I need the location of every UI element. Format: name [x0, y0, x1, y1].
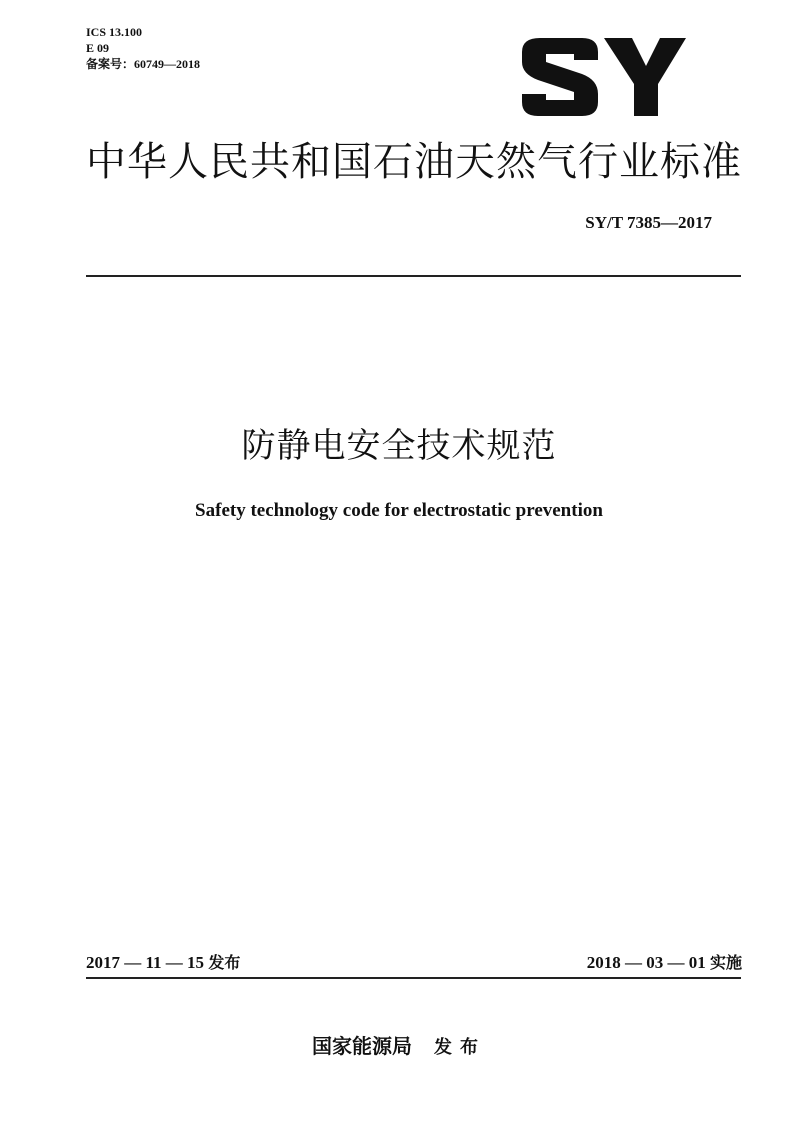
implementation-date-block	[587, 950, 742, 973]
standard-number: SY/T 7385—2017	[585, 213, 712, 232]
document-title-english: Safety technology code for electrostatic prevention	[195, 500, 603, 521]
ics-code: ICS 13.100	[86, 25, 143, 39]
issuer-line	[0, 1030, 798, 1059]
issue-label: 发布	[208, 953, 241, 972]
classification-block	[86, 24, 200, 72]
issue-date: 2017 — 11 — 15	[86, 953, 205, 972]
record-number: 备案号：60749—2018	[86, 57, 201, 71]
issuer-action: 发布	[434, 1037, 486, 1058]
sy-logo-mark	[522, 38, 686, 116]
top-divider	[86, 275, 741, 277]
category-code: E 09	[86, 41, 110, 55]
implementation-label: 实施	[709, 953, 742, 972]
document-title-chinese: 防静电安全技术规范	[241, 426, 557, 466]
issue-date-block	[86, 950, 240, 973]
bottom-divider	[86, 977, 741, 979]
sy-logo	[516, 22, 686, 122]
issuer-name: 国家能源局	[312, 1034, 412, 1058]
implementation-date: 2018 — 03 — 01	[586, 953, 706, 972]
industry-standard-title: 中华人民共和国石油天然气行业标准	[86, 139, 742, 185]
